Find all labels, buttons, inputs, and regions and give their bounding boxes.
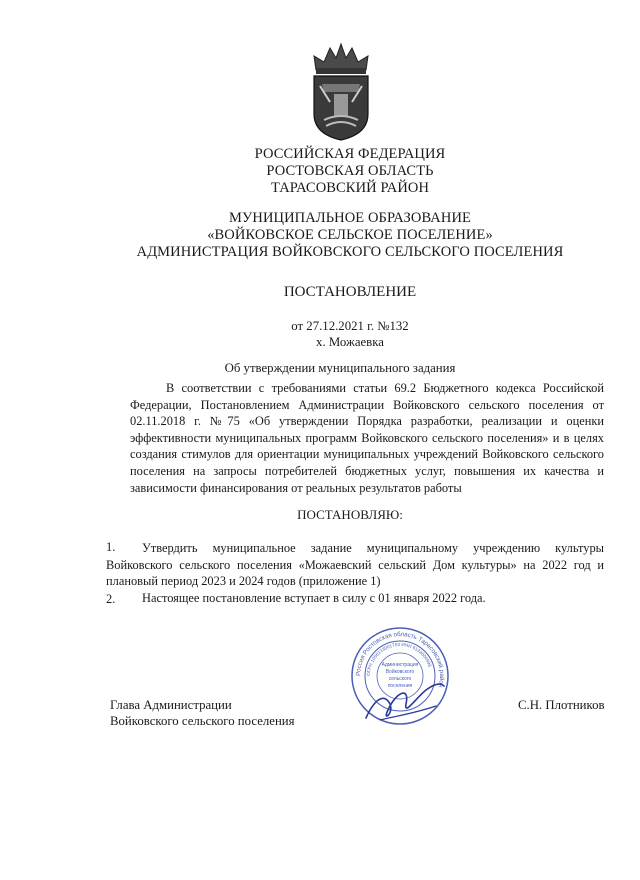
org-line-1: МУНИЦИПАЛЬНОЕ ОБРАЗОВАНИЕ <box>229 210 471 226</box>
item-1-text: Утвердить муниципальное задание муниципальному учреждению культуры Войковского сельского поселения «Можаевский сельский Дом культуры» на 2022 год и плановый период 2023 и 2024 годов (приложение 1) <box>106 541 604 589</box>
signatory-position-1: Глава Администрации <box>110 698 232 712</box>
place: х. Можаевка <box>316 335 384 349</box>
stamp-ring-text: Россия Ростовская область Тарасовский район <box>354 630 446 689</box>
country-line: РОССИЙСКАЯ ФЕДЕРАЦИЯ <box>254 146 446 162</box>
item-2-number: 2. <box>106 592 116 606</box>
stamp-center-4: поселения <box>387 683 413 689</box>
stamp-center-2: Войковского <box>385 669 415 675</box>
intro-paragraph: В соответствии с требованиями статьи 69.2 Бюджетного кодекса Российской Федерации, Постановлением Администрации Войковского сельского поселения от 02.11.2018 г. №75 «Об утверждении Порядка разработки, реализации и оценки эффективности муниципальных программ Войковского сельского поселения» и в целях создания стимулов для ориентации муниципальных учреждений Войковского сельского поселения на запросы потребителей бюджетных услуг, повышения их качества и зависимости финансирования от реальных результатов работы <box>130 381 604 495</box>
stamp-inner-text: ОГРН 1056133001703 ИНН 6133004996 <box>365 641 433 677</box>
doc-type-title: ПОСТАНОВЛЕНИЕ <box>283 284 417 300</box>
org-line-2: «ВОЙКОВСКОЕ СЕЛЬСКОЕ ПОСЕЛЕНИЕ» <box>207 227 493 243</box>
region-line: РОСТОВСКАЯ ОБЛАСТЬ <box>266 163 434 179</box>
district-line: ТАРАСОВСКИЙ РАЙОН <box>270 180 430 196</box>
subject-line: Об утверждении муниципального задания <box>224 361 456 375</box>
stamp-center-1: Администрация <box>381 662 419 668</box>
handwritten-signature <box>360 670 450 730</box>
org-line-3: АДМИНИСТРАЦИЯ ВОЙКОВСКОГО СЕЛЬСКОГО ПОСЕЛЕНИЯ <box>136 244 564 260</box>
org-block <box>100 210 600 261</box>
header-block <box>200 146 500 197</box>
stamp-center-3: сельского <box>388 676 412 682</box>
date-number: от 27.12.2021 г. №132 <box>291 319 409 333</box>
item-2-text: Настоящее постановление вступает в силу с 01 января 2022 года. <box>142 591 486 605</box>
coat-of-arms-emblem <box>300 40 382 142</box>
decree-word: ПОСТАНОВЛЯЮ: <box>297 507 403 522</box>
item-1-number: 1. <box>106 540 116 554</box>
signatory-position-2: Войковского сельского поселения <box>110 714 295 728</box>
signatory-name: С.Н. Плотников <box>518 698 605 712</box>
